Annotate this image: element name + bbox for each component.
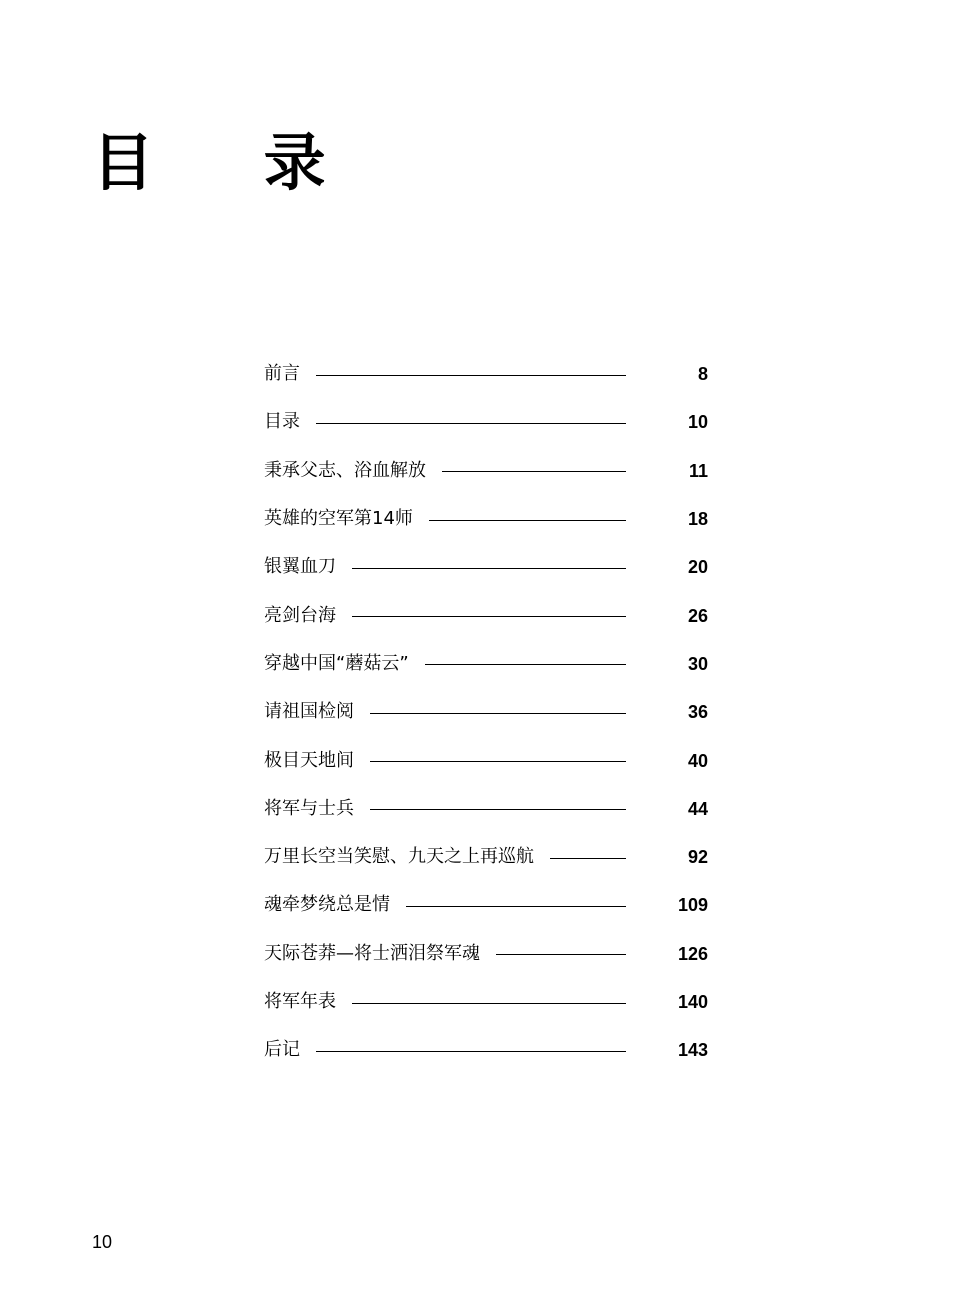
toc-entry-page: 140 [677,992,708,1012]
toc-leader-line [406,906,626,907]
toc-entry-page: 109 [677,895,708,916]
toc-entry-title: 英雄的空军第14师 [264,508,413,530]
page-number: 10 [92,1232,113,1252]
toc-entry-page: 20 [687,557,708,578]
table-of-contents [264,350,708,1074]
toc-entry-title: 前言 [264,363,300,385]
toc-entry[interactable] [264,350,708,398]
toc-leader-line [496,954,626,955]
toc-entry[interactable] [264,736,708,784]
toc-entry[interactable] [264,785,708,833]
toc-leader-line [442,471,626,472]
toc-entry[interactable] [264,591,708,639]
toc-entry-title: 请祖国检阅 [264,701,354,723]
toc-entry-page: 11 [688,460,708,481]
toc-entry-page: 143 [677,1040,708,1061]
toc-entry-title: 将军年表 [264,991,336,1012]
toc-entry-title: 亮剑台海 [264,604,336,626]
toc-entry-title: 魂牵梦绕总是情 [264,894,390,916]
toc-entry-title: 银翼血刀 [264,556,336,578]
toc-leader-line [316,375,626,376]
toc-entry[interactable] [264,930,708,978]
toc-leader-line [316,1051,626,1052]
toc-entry-title: 目录 [264,411,300,433]
toc-entry[interactable] [264,833,708,881]
toc-leader-line [352,568,626,569]
toc-entry[interactable] [264,495,708,543]
toc-entry-title: 将军与士兵 [264,797,354,819]
toc-entry-title: 后记 [264,1039,300,1061]
toc-entry-page: 30 [687,653,708,674]
toc-leader-line [352,616,626,617]
toc-leader-line [370,809,626,810]
toc-leader-line [429,520,626,521]
toc-entry-page: 126 [677,943,708,964]
toc-leader-line [370,713,626,714]
toc-entry[interactable] [264,1026,708,1074]
toc-entry-page: 10 [687,412,708,433]
toc-leader-line [425,664,626,665]
toc-entry[interactable] [264,640,708,688]
toc-entry-title: 极目天地间 [264,749,354,771]
toc-entry-page: 92 [687,847,708,868]
toc-entry-title: 天际苍莽—将士洒泪祭军魂 [264,942,480,964]
toc-entry[interactable] [264,978,708,1026]
toc-leader-line [316,423,626,424]
page-title: 目 录 [92,126,370,199]
toc-entry[interactable] [264,447,708,495]
toc-entry-page: 40 [687,750,708,771]
toc-entry-title: 万里长空当笑慰、九天之上再巡航 [264,846,534,868]
toc-leader-line [370,761,626,762]
toc-entry-page: 18 [687,509,708,530]
toc-entry-page: 8 [697,364,708,385]
toc-entry[interactable] [264,398,708,446]
toc-entry-title: 穿越中国“蘑菇云” [264,652,409,674]
toc-leader-line [550,858,626,859]
toc-entry[interactable] [264,881,708,929]
toc-entry-page: 26 [687,605,708,626]
toc-entry-page: 36 [687,702,708,723]
toc-entry-page: 44 [687,798,708,819]
toc-leader-line [352,1003,626,1004]
toc-entry-title: 秉承父志、浴血解放 [264,459,426,481]
toc-entry[interactable] [264,543,708,591]
toc-entry[interactable] [264,688,708,736]
